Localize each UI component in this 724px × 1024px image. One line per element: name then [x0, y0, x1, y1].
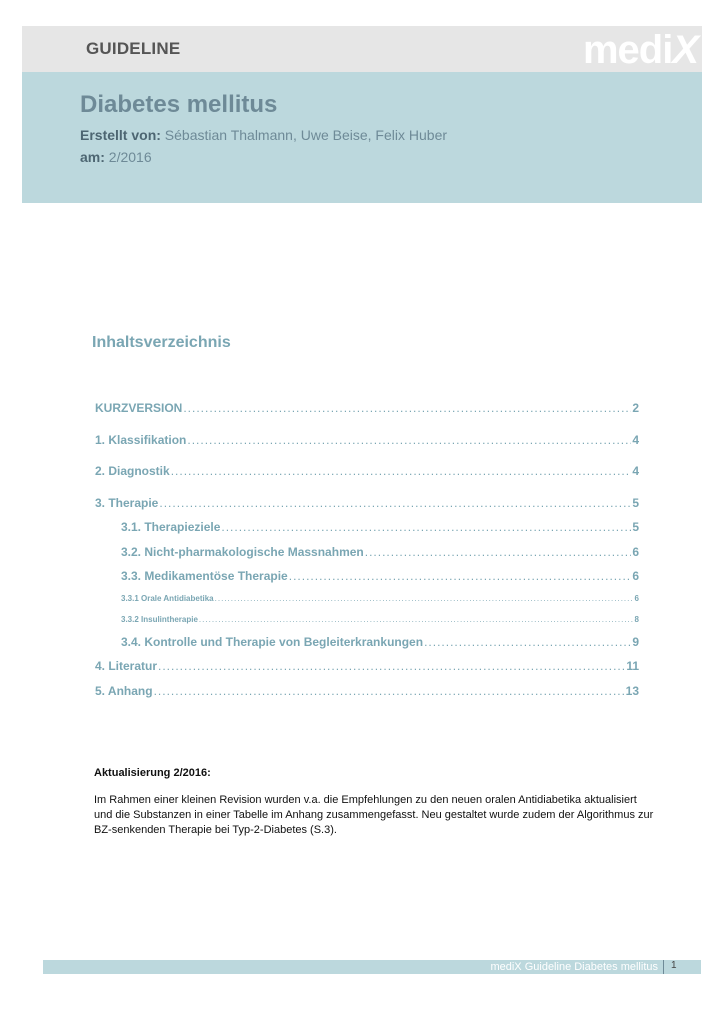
toc-entry-label: 2. Diagnostik: [95, 464, 170, 478]
toc-entry-label: 3. Therapie: [95, 496, 159, 510]
toc-entry-page: 6: [632, 569, 639, 583]
toc-entry-orale-antidiabetika[interactable]: [121, 594, 639, 603]
toc-entry-label: 3.4. Kontrolle und Therapie von Begleiterkrankungen: [121, 635, 424, 649]
toc-entry-page: 6: [634, 594, 639, 603]
toc-entry-anhang[interactable]: [95, 684, 639, 698]
toc-entry-page: 11: [626, 659, 639, 673]
toc-entry-label: 3.1. Therapieziele: [121, 520, 221, 534]
document-title: Diabetes mellitus: [80, 91, 278, 118]
toc-entry-label: 3.3.1 Orale Antidiabetika: [121, 594, 214, 603]
toc-leader: [221, 520, 631, 534]
toc-leader: [289, 569, 632, 583]
authors-value: Sébastian Thalmann, Uwe Beise, Felix Huber: [164, 127, 448, 143]
update-body: Im Rahmen einer kleinen Revision wurden v.a. die Empfehlungen zu den neuen oralen Antidiabetika aktualisiert und die Substanzen in einer Tabelle im Anhang zusammengefasst. Neu gestaltet wurde zudem der Algorithmus zur BZ-senkenden Therapie bei Typ-2-Diabetes (S.3).: [94, 794, 654, 836]
toc-entry-label: KURZVERSION: [95, 401, 183, 415]
toc-entry-nicht-pharmakologische-massnahmen[interactable]: [121, 545, 639, 559]
toc-entry-kontrolle-begleiterkrankungen[interactable]: [121, 635, 639, 649]
toc-leader: [424, 635, 631, 649]
authors-line: [80, 127, 447, 143]
toc-leader: [183, 401, 631, 415]
page-number: 1: [671, 960, 677, 971]
guideline-label: GUIDELINE: [86, 39, 181, 58]
toc-leader: [199, 615, 634, 624]
toc-entry-page: 5: [632, 496, 639, 510]
toc-entry-diagnostik[interactable]: [95, 464, 639, 478]
toc-leader: [365, 545, 632, 559]
toc-entry-label: 3.3. Medikamentöse Therapie: [121, 569, 288, 583]
footer-separator: [663, 960, 664, 974]
toc-entry-label: 4. Literatur: [95, 659, 158, 673]
toc-entry-literatur[interactable]: [95, 659, 639, 673]
toc-entry-medikamentoese-therapie[interactable]: [121, 569, 639, 583]
toc-entry-label: 3.3.2 Insulintherapie: [121, 615, 198, 624]
logo-main: medi: [582, 28, 673, 72]
date-key: am:: [80, 149, 105, 165]
toc-entry-page: 8: [634, 615, 639, 624]
toc-entry-therapie[interactable]: [95, 496, 639, 510]
toc-leader: [158, 659, 625, 673]
authors-key: Erstellt von:: [80, 127, 161, 143]
toc-leader: [215, 594, 634, 603]
footer-text: mediX Guideline Diabetes mellitus: [490, 961, 658, 973]
toc-leader: [159, 496, 631, 510]
date-value: 2/2016: [108, 149, 152, 165]
update-title: Aktualisierung 2/2016:: [94, 767, 211, 779]
toc-entry-page: 5: [632, 520, 639, 534]
logo-x: X: [672, 28, 698, 72]
toc-entry-label: 3.2. Nicht-pharmakologische Massnahmen: [121, 545, 364, 559]
toc-leader: [171, 464, 632, 478]
toc-leader: [154, 684, 625, 698]
toc-entry-page: 4: [632, 464, 639, 478]
toc-entry-label: 5. Anhang: [95, 684, 153, 698]
toc-entry-page: 9: [632, 635, 639, 649]
toc-entry-page: 6: [632, 545, 639, 559]
toc-leader: [187, 433, 631, 447]
date-line: [80, 149, 152, 165]
toc-entry-page: 13: [625, 684, 639, 698]
toc-entry-label: 1. Klassifikation: [95, 433, 187, 447]
toc-entry-page: 2: [632, 401, 639, 415]
toc-entry-kurzversion[interactable]: [95, 401, 639, 415]
toc-entry-therapieziele[interactable]: [121, 520, 639, 534]
toc-entry-page: 4: [632, 433, 639, 447]
toc-entry-insulintherapie[interactable]: [121, 615, 639, 624]
toc-entry-klassifikation[interactable]: [95, 433, 639, 447]
toc-heading: Inhaltsverzeichnis: [92, 334, 231, 351]
medix-logo: [583, 28, 698, 73]
